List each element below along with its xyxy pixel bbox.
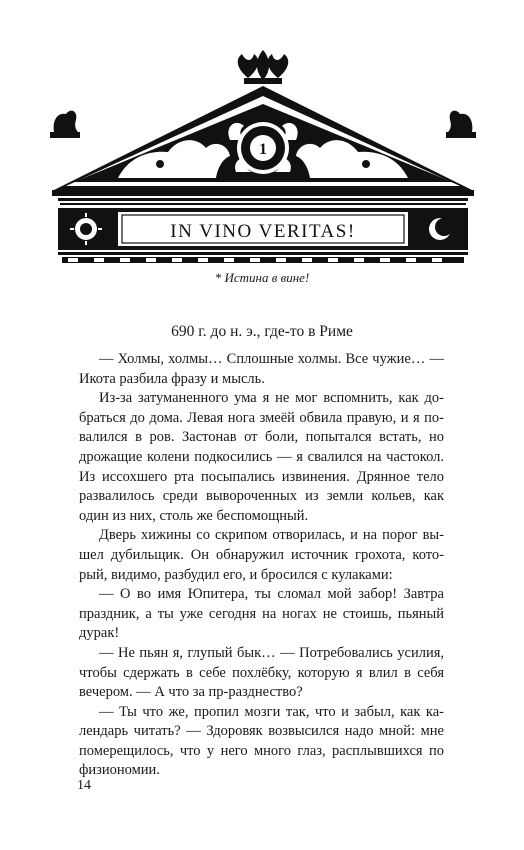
chapter-header-pediment [48, 40, 478, 268]
left-statue [50, 111, 80, 138]
dentil-row [60, 203, 466, 205]
chapter-body [79, 350, 444, 781]
paragraph: Дверь хижины со скрипом отворилась, и на порог вышел дубильщик. Он обнаружил источник грохота, который, видимо, разбудил его, и бросился с кулаками: [79, 527, 444, 583]
paragraph: — Не пьян я, глупый бык… — Потребовались усилия, чтобы сдержать в себе похлёбку, которую я влил в себя вечером. — А что за пр-разднество? [79, 644, 444, 701]
paragraph: — О во имя Юпитера, ты сломал мой забор! Завтра праздник, а ты уже сегодня на ногах не стоишь, пьяный дурак! [79, 586, 444, 642]
chapter-title: IN VINO VERITAS! [170, 221, 356, 242]
acroterion-ornament [238, 50, 289, 84]
translation-footnote: * Истина в вине! [214, 270, 310, 285]
page-number: 14 [77, 778, 91, 793]
chapter-number: 1 [259, 141, 267, 158]
chapter-subtitle: 690 г. до н. э., где-то в Риме [171, 323, 353, 340]
paragraph: — Холмы, холмы… Сплошные холмы. Все чужие… — Икота разбила фразу и мысль. [79, 351, 444, 387]
paragraph: Из-за затуманенного ума я не мог вспомнить, как добраться до дома. Левая нога змеёй обвила правую, и я повалился в ров. Застонав от боли, попытался встать, но дрожащие колени подкосились — я свалился на частокол. Из иссохшего рта посыпались извинения. Дрянное тело развалилось среди вывороченных из земли кольев, как один из них, столь же беспомощный. [79, 390, 444, 524]
right-statue [446, 111, 476, 138]
paragraph: — Ты что же, пропил мозги так, что и забыл, как календарь читать? — Здоровяк возвысился надо мной: мне померещилось, что у него много глаз, расплывшихся по физиономии. [79, 703, 444, 779]
